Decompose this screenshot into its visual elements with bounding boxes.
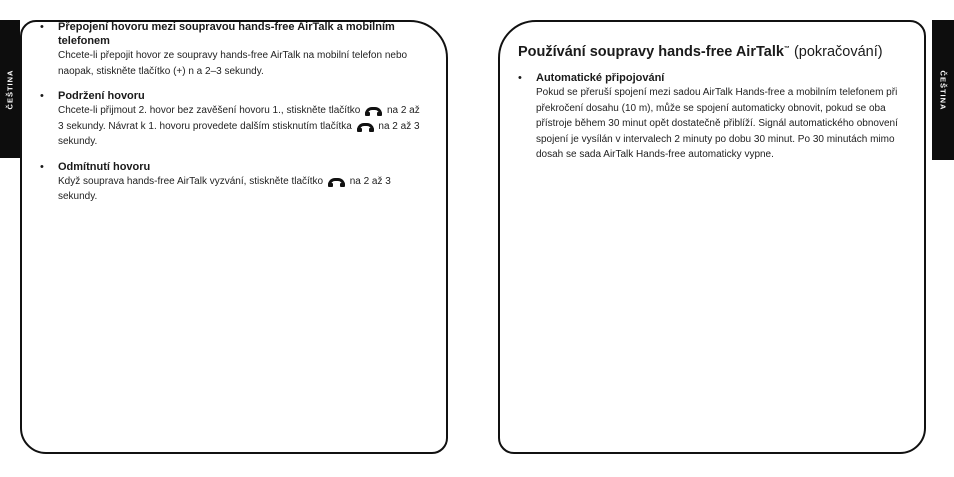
phone-handset-icon	[357, 123, 374, 130]
item-title: Odmítnutí hovoru	[58, 160, 151, 173]
item-body-text: na 2 až 3 sekundy.	[58, 175, 391, 202]
item-title: Přepojení hovoru mezi soupravou hands-free AirTalk a mobilním telefonem	[58, 21, 395, 47]
item-body-text: na 2 až 3 sekundy.	[58, 120, 420, 147]
language-tab-left	[0, 20, 20, 158]
page-title-continued: (pokračování)	[793, 44, 883, 60]
list-item	[40, 89, 420, 150]
language-tab-label: ČEŠTINA	[938, 70, 948, 110]
phone-handset-icon	[365, 107, 382, 114]
item-body-text: Když souprava hands-free AirTalk vyzvání, stiskněte tlačítko	[58, 175, 324, 187]
item-body-text: Chcete-li přijmout 2. hovor bez zavěšení hovoru 1., stiskněte tlačítko	[58, 105, 361, 116]
item-body	[58, 103, 420, 150]
language-tab-label: ČEŠTINA	[5, 69, 15, 109]
page-title-text: Používání soupravy hands-free AirTalk	[518, 44, 784, 60]
list-item	[40, 160, 420, 205]
trademark-mark: ™	[783, 46, 790, 52]
right-page-content	[518, 40, 918, 173]
bullet: •	[40, 90, 44, 102]
bullet: •	[40, 21, 44, 33]
bullet: •	[40, 160, 44, 173]
phone-handset-icon	[328, 178, 345, 185]
item-title: Automatické připojování	[536, 72, 665, 84]
item-body	[58, 174, 420, 205]
language-tab-right	[932, 20, 954, 160]
page-title	[518, 40, 918, 61]
left-page-content	[40, 20, 420, 215]
item-body: Pokud se přeruší spojení mezi sadou AirTalk Hands-free a mobilním telefonem při překročení dosahu (10 m), může se spojení automaticky obnovit, pokud se oba přístroje během 30 minut opět dostatečně přiblíží. Signál automatického obnovení spojení je vysílán v intervalech 2 minuty po dobu 30 minut. Po 30 minutách mimo dosah se sada AirTalk Hands-free automaticky vypne.	[536, 87, 898, 160]
item-body: Chcete-li přepojit hovor ze soupravy hands-free AirTalk na mobilní telefon nebo naopak, stiskněte tlačítko (+) n a 2–3 sekundy.	[58, 50, 408, 77]
item-title: Podržení hovoru	[58, 90, 145, 102]
list-item	[518, 71, 918, 163]
list-item	[40, 20, 420, 79]
item-body-text: na 2 až 3 sekundy. Návrat k 1. hovoru provedete dalším stisknutím tlačítka	[58, 105, 420, 132]
bullet: •	[518, 72, 522, 84]
